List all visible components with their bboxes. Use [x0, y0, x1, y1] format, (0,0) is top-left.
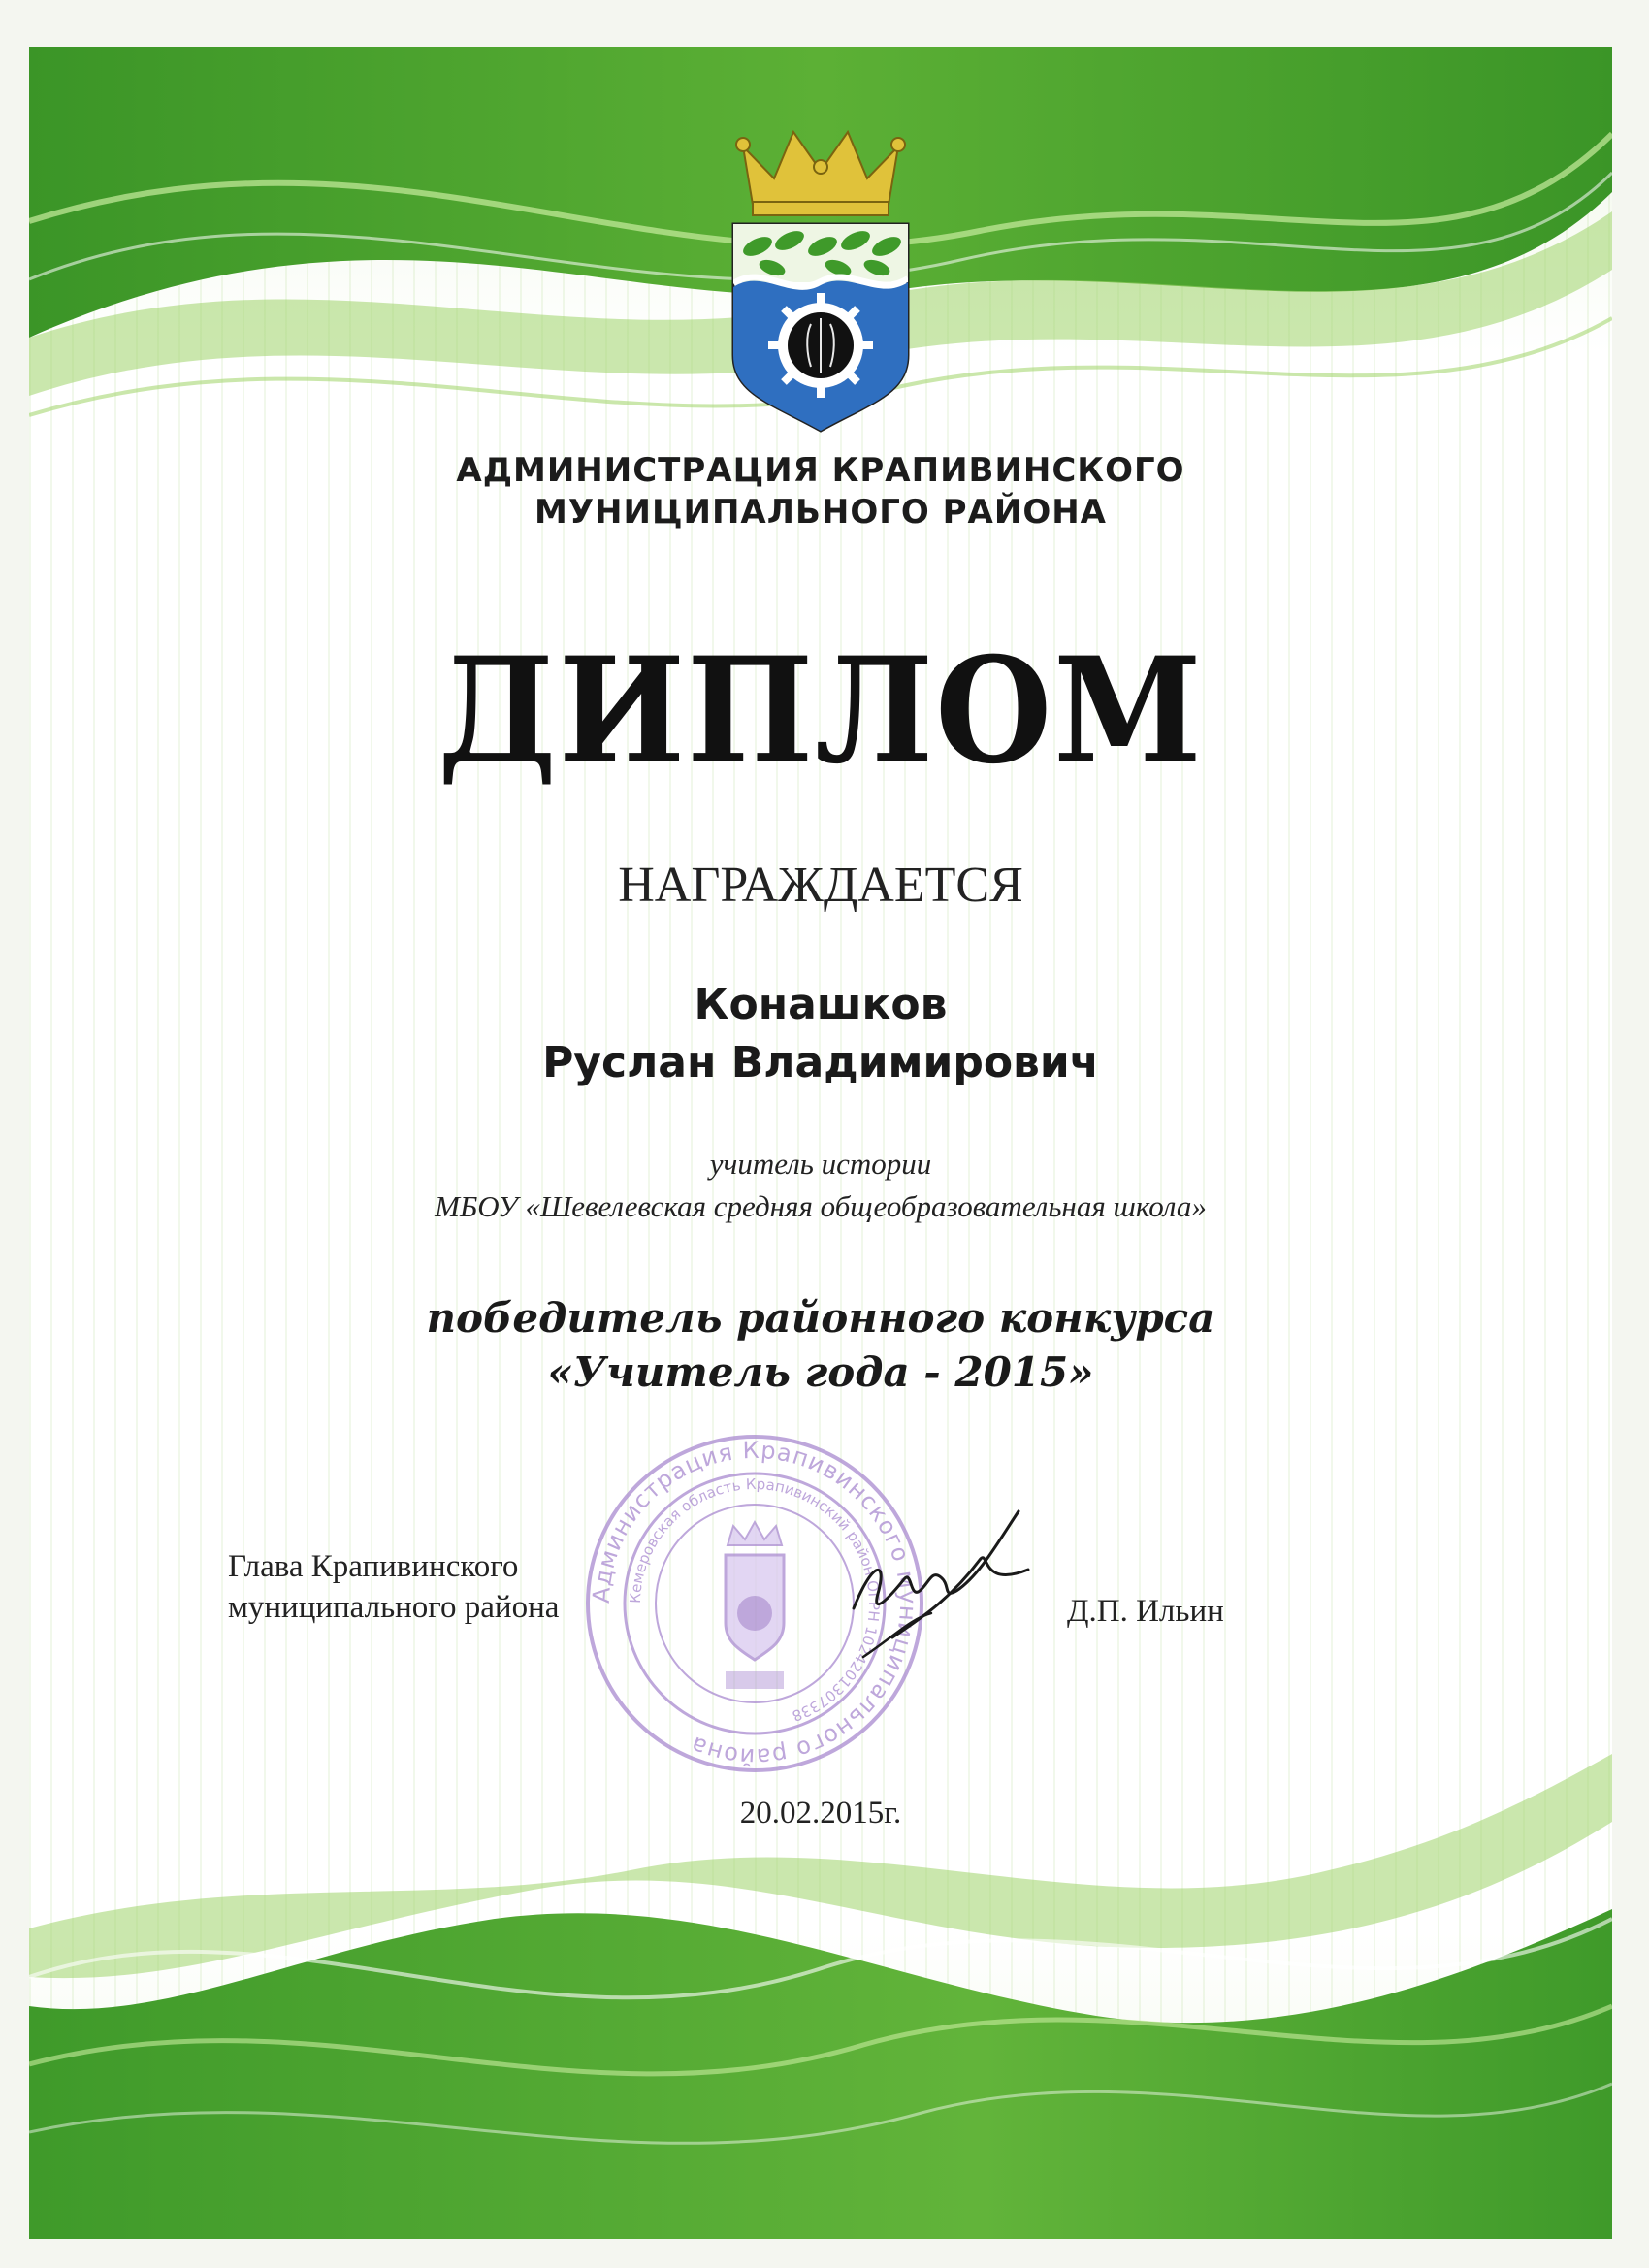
- signatory-title: [228, 1546, 674, 1628]
- signatory-name: Д.П. Ильин: [1067, 1594, 1224, 1629]
- document-title: ДИПЛОМ: [437, 626, 1204, 796]
- issuer-line-2: МУНИЦИПАЛЬНОГО РАЙОНА: [534, 493, 1107, 532]
- diploma-sheet: [29, 47, 1612, 2239]
- coat-of-arms-icon: [714, 113, 927, 433]
- awarded-label: НАГРАЖДАЕТСЯ: [618, 858, 1023, 913]
- signatory-title-line-1: Глава Крапивинского: [228, 1549, 519, 1584]
- recipient-school: МБОУ «Шевелевская средняя общеобразовательная школа»: [435, 1189, 1207, 1223]
- recipient-position: учитель истории: [709, 1147, 932, 1181]
- recipient-surname: Конашков: [694, 980, 948, 1029]
- issue-date: 20.02.2015г.: [739, 1796, 902, 1831]
- award-line-1: победитель районного конкурса: [426, 1294, 1215, 1342]
- signatory-title-line-2: муниципального района: [228, 1590, 560, 1625]
- issuer-line-1: АДМИНИСТРАЦИЯ КРАПИВИНСКОГО: [456, 451, 1185, 490]
- seal-inner-text: Кемеровская область Крапивинский район ОГРН 1024201307338: [626, 1474, 884, 1726]
- handwritten-signature-icon: [834, 1502, 1038, 1667]
- award-line-2: «Учитель года - 2015»: [547, 1348, 1094, 1396]
- seal-outer-text: Администрация Крапивинского муниципального района: [587, 1436, 922, 1771]
- recipient-given-names: Руслан Владимирович: [542, 1038, 1099, 1087]
